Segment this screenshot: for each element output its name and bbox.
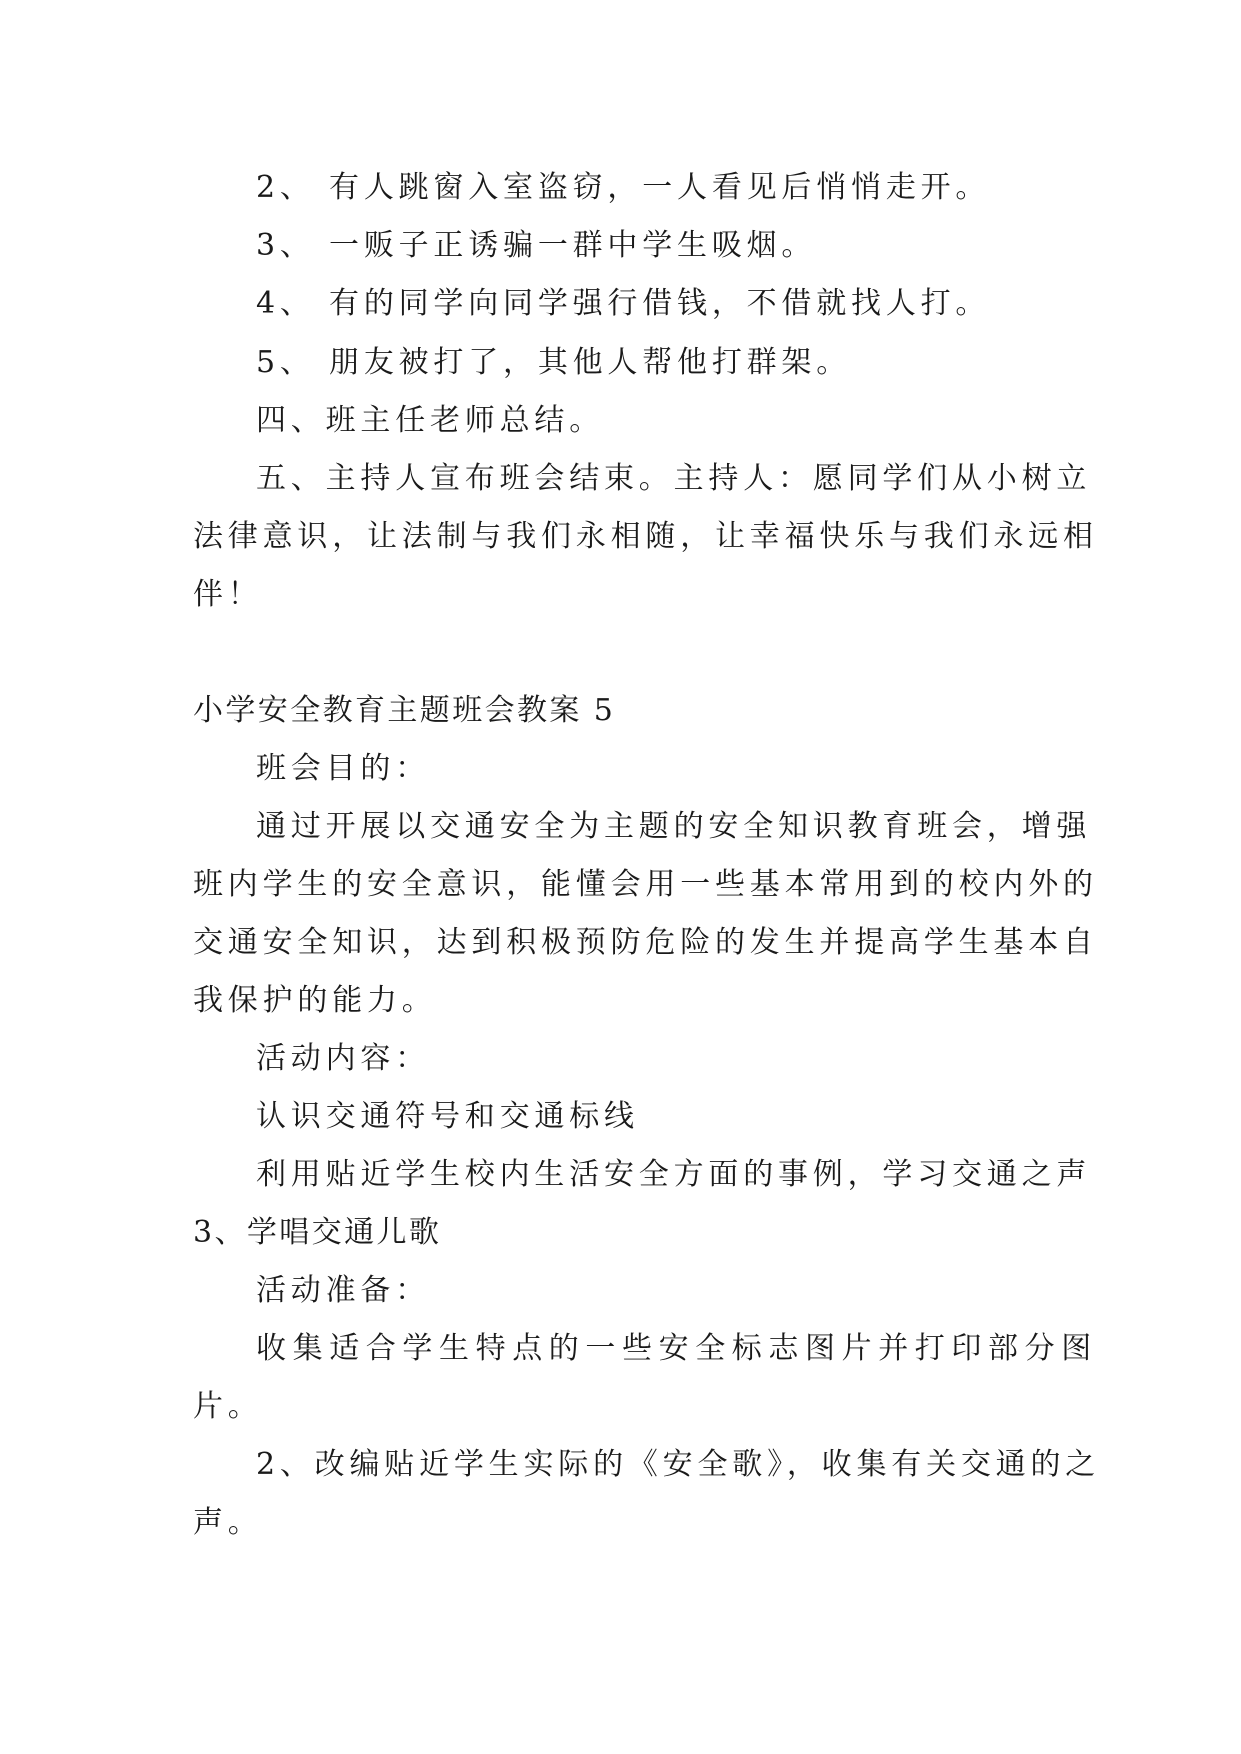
purpose-text-line: 班内学生的安全意识，能懂会用一些基本常用到的校内外的 (193, 867, 1098, 902)
step-five-line: 五、主持人宣布班会结束。主持人：愿同学们从小树立 (256, 461, 1092, 496)
purpose-heading: 班会目的： (256, 751, 430, 786)
list-item: 2、 有人跳窗入室盗窃，一人看见后悄悄走开。 (256, 170, 991, 205)
list-item: 3、 一贩子正诱骗一群中学生吸烟。 (256, 228, 817, 263)
purpose-text-line: 我保护的能力。 (193, 983, 437, 1018)
purpose-text-line: 通过开展以交通安全为主题的安全知识教育班会，增强 (256, 809, 1092, 844)
content-item: 3、学唱交通儿歌 (193, 1215, 442, 1250)
content-item: 认识交通符号和交通标线 (256, 1099, 639, 1134)
prep-item-line: 收集适合学生特点的一些安全标志图片并打印部分图 (256, 1331, 1098, 1366)
prep-item-line: 片。 (193, 1389, 263, 1424)
content-heading: 活动内容： (256, 1041, 430, 1076)
step-four: 四、班主任老师总结。 (256, 403, 604, 438)
list-item: 4、 有的同学向同学强行借钱，不借就找人打。 (256, 286, 991, 321)
section-title: 小学安全教育主题班会教案 5 (193, 693, 616, 728)
prep-item-line: 2、改编贴近学生实际的《安全歌》，收集有关交通的之 (256, 1447, 1101, 1482)
step-five-line: 法律意识，让法制与我们永相随，让幸福快乐与我们永远相 (193, 519, 1098, 554)
list-item: 5、 朋友被打了，其他人帮他打群架。 (256, 345, 852, 380)
prep-heading: 活动准备： (256, 1273, 430, 1308)
prep-item-line: 声。 (193, 1505, 263, 1540)
step-five-line: 伴！ (193, 577, 263, 612)
content-item: 利用贴近学生校内生活安全方面的事例，学习交通之声 (256, 1157, 1092, 1192)
purpose-text-line: 交通安全知识，达到积极预防危险的发生并提高学生基本自 (193, 925, 1098, 960)
